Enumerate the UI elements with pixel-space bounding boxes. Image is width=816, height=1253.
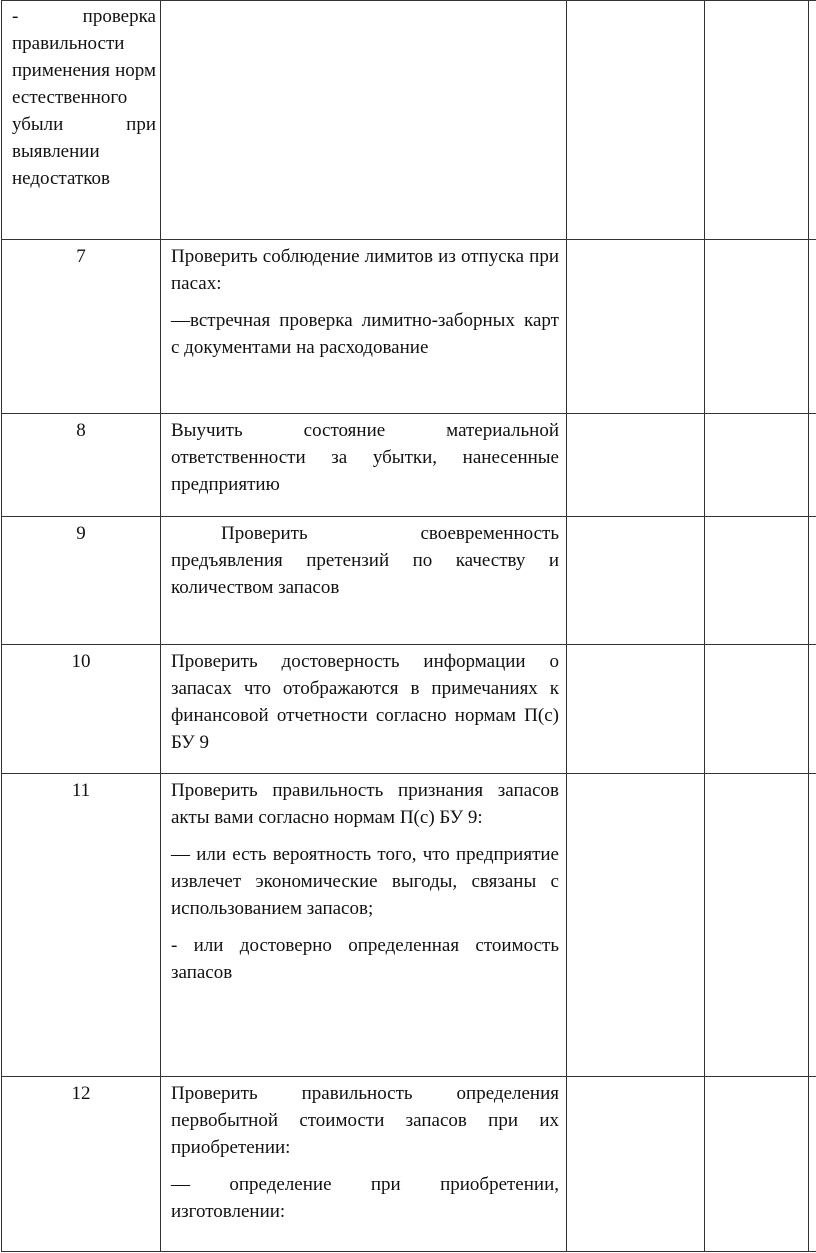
row-paragraph: - или достоверно определенная стоимость запасов bbox=[171, 935, 559, 983]
row-paragraph: Проверить правильность определения первобытной стоимости запасов при их приобретении: bbox=[171, 1083, 559, 1158]
empty-cell bbox=[567, 1077, 705, 1252]
row-text bbox=[161, 414, 567, 517]
row-paragraph: Проверить правильность признания запасов акты вами согласно нормам П(с) БУ 9: bbox=[171, 780, 559, 828]
row-paragraph: — определение при приобретении, изготовлении: bbox=[171, 1174, 559, 1222]
empty-cell bbox=[809, 1, 816, 240]
row-text bbox=[161, 1077, 567, 1252]
table-row bbox=[2, 517, 816, 645]
row-number: 11 bbox=[2, 774, 161, 1077]
row-text bbox=[161, 774, 567, 1077]
empty-cell bbox=[567, 240, 705, 414]
table-row bbox=[2, 645, 816, 774]
row-paragraph: Проверить своевременность предъявления претензий по качеству и количеством запасов bbox=[171, 523, 559, 598]
row-paragraph: —встречная проверка лимитно-заборных карт с документами на расходование bbox=[171, 310, 559, 358]
row-number: 9 bbox=[2, 517, 161, 645]
row-text bbox=[161, 240, 567, 414]
row-number: 10 bbox=[2, 645, 161, 774]
table-row bbox=[2, 240, 816, 414]
empty-cell bbox=[809, 414, 816, 517]
empty-cell bbox=[567, 645, 705, 774]
row-text bbox=[161, 517, 567, 645]
empty-cell bbox=[809, 774, 816, 1077]
empty-cell bbox=[567, 414, 705, 517]
continuation-cell: - проверка правильности применения норм естественного убыли при выявлении недостатков bbox=[2, 1, 161, 240]
empty-cell bbox=[809, 517, 816, 645]
empty-cell bbox=[705, 645, 809, 774]
table-row bbox=[2, 1, 816, 240]
table-row bbox=[2, 774, 816, 1077]
empty-cell bbox=[705, 1, 809, 240]
empty-cell bbox=[161, 1, 567, 240]
table-row bbox=[2, 1077, 816, 1252]
audit-program-table bbox=[1, 0, 816, 1252]
row-number: 8 bbox=[2, 414, 161, 517]
table-row bbox=[2, 414, 816, 517]
empty-cell bbox=[567, 1, 705, 240]
row-paragraph: Проверить соблюдение лимитов из отпуска при пасах: bbox=[171, 246, 559, 294]
empty-cell bbox=[705, 774, 809, 1077]
empty-cell bbox=[705, 517, 809, 645]
empty-cell bbox=[809, 240, 816, 414]
empty-cell bbox=[567, 774, 705, 1077]
empty-cell bbox=[705, 1077, 809, 1252]
empty-cell bbox=[809, 645, 816, 774]
row-number: 12 bbox=[2, 1077, 161, 1252]
row-text bbox=[161, 645, 567, 774]
empty-cell bbox=[567, 517, 705, 645]
row-paragraph: Проверить достоверность информации о запасах что отображаются в примечаниях к финансовой отчетности согласно нормам П(с) БУ 9 bbox=[171, 651, 559, 753]
row-paragraph: Выучить состояние материальной ответственности за убытки, нанесенные предприятию bbox=[171, 420, 559, 495]
empty-cell bbox=[705, 414, 809, 517]
empty-cell bbox=[705, 240, 809, 414]
row-paragraph: — или есть вероятность того, что предприятие извлечет экономические выгоды, связаны с использованием запасов; bbox=[171, 844, 559, 919]
row-number: 7 bbox=[2, 240, 161, 414]
empty-cell bbox=[809, 1077, 816, 1252]
